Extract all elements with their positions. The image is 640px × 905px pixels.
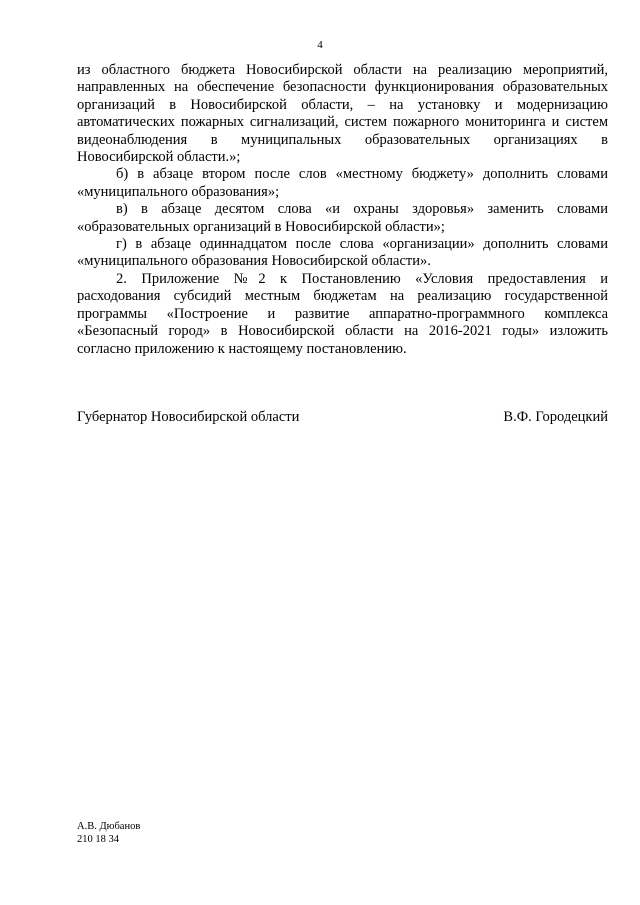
paragraph-item-v: в) в абзаце десятом слова «и охраны здоровья» заменить словами «образовательных организаций в Новосибирской области»;: [77, 201, 608, 235]
signatory-position: Губернатор Новосибирской области: [77, 409, 300, 425]
paragraph-item-2: 2. Приложение №2 к Постановлению «Условия предоставления и расходования субсидий местным бюджетам на реализацию государственной программы «Построение и развитие аппаратно-программного комплекса «Безопасный город» в Новосибирской области на 2016-2021 годы» изложить согласно приложению к настоящему постановлению.: [77, 270, 608, 357]
executor-footer: [77, 820, 140, 846]
executor-phone: 210 18 34: [77, 834, 119, 845]
signature-block: [77, 408, 608, 426]
signatory-name: В.Ф. Городецкий: [503, 409, 608, 425]
executor-name: А.В. Дюбанов: [77, 821, 141, 832]
document-body: [77, 62, 608, 358]
paragraph-item-g: г) в абзаце одиннадцатом после слова «организации» дополнить словами «муниципального образования Новосибирской области».: [77, 236, 608, 270]
paragraph-item-b: б) в абзаце втором после слов «местному бюджету» дополнить словами «муниципального образования»;: [77, 166, 608, 200]
paragraph-continuation: из областного бюджета Новосибирской области на реализацию мероприятий, направленных на обеспечение безопасности функционирования образовательных организаций в Новосибирской области, – на установку и модернизацию автоматических пожарных сигнализаций, систем пожарного мониторинга и систем видеонаблюдения в муниципальных образовательных организациях в Новосибирской области.»;: [77, 62, 608, 166]
page-number: 4: [317, 39, 323, 51]
